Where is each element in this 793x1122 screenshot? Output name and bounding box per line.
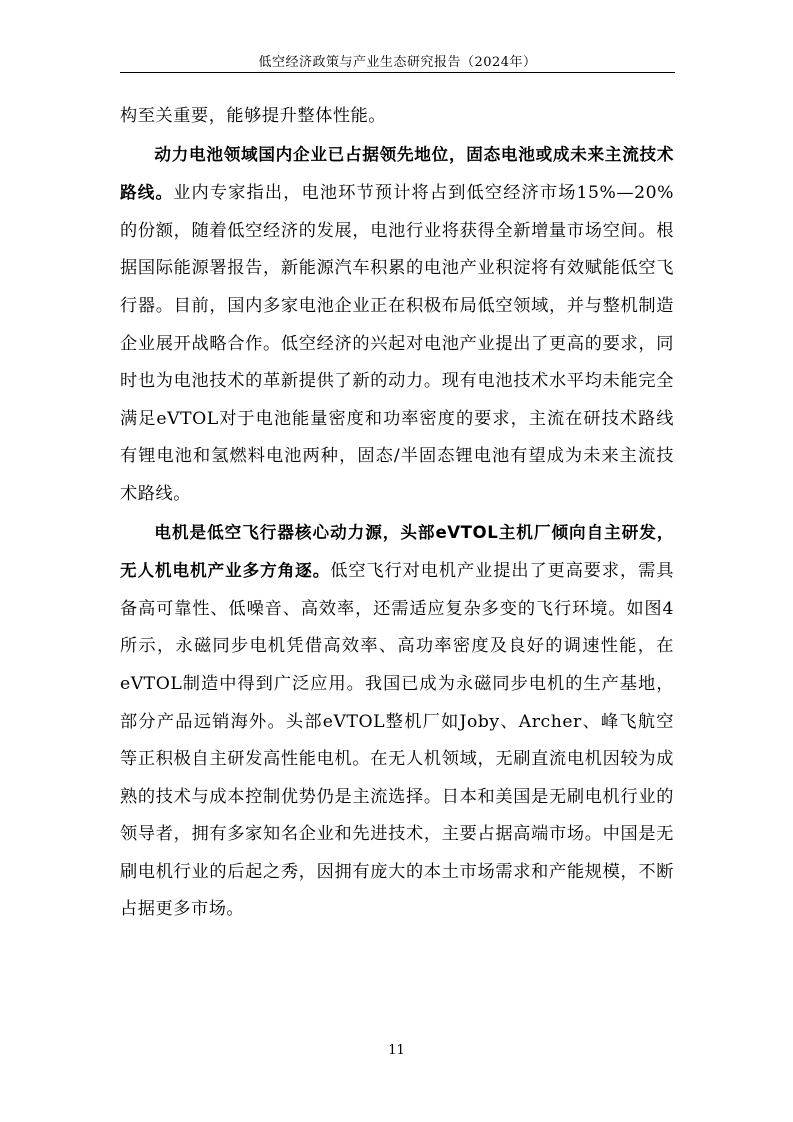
paragraph-motor (120, 514, 674, 930)
header-rule (120, 72, 675, 73)
paragraph-battery (120, 136, 674, 514)
paragraph-text: 构至关重要，能够提升整体性能。 (120, 106, 387, 126)
paragraph-text: 低空飞行对电机产业提出了更高要求，需具备高可靠性、低噪音、高效率，还需适应复杂多变的飞行环境。如图4所示，永磁同步电机凭借高效率、高功率密度及良好的调速性能，在eVTOL制造中得到广泛应用。我国已成为永磁同步电机的生产基地，部分产品远销海外。头部eVTOL整机厂如Joby、Archer、峰飞航空等正积极自主研发高性能电机。在无人机领域，无刷直流电机因较为成熟的技术与成本控制优势仍是主流选择。日本和美国是无刷电机行业的领导者，拥有多家知名企业和先进技术，主要占据高端市场。中国是无刷电机行业的后起之秀，因拥有庞大的本土市场需求和产能规模，不断占据更多市场。 (120, 561, 674, 920)
paragraph-continuation (120, 98, 674, 136)
paragraph-lead: 动力电池领域国内企业已占据领先地位，固态电池或成未来主流技术路线。 (120, 144, 674, 203)
paragraph-lead: 电机是低空飞行器核心动力源，头部eVTOL主机厂倾向自主研发，无人机电机产业多方角逐。 (120, 522, 674, 581)
body-text (120, 98, 674, 929)
paragraph-text: 业内专家指出，电池环节预计将占到低空经济市场15%—20%的份额，随着低空经济的发展，电池行业将获得全新增量市场空间。根据国际能源署报告，新能源汽车积累的电池产业积淀将有效赋能低空飞行器。目前，国内多家电池企业正在积极布局低空领域，并与整机制造企业展开战略合作。低空经济的兴起对电池产业提出了更高的要求，同时也为电池技术的革新提供了新的动力。现有电池技术水平均未能完全满足eVTOL对于电池能量密度和功率密度的要求，主流在研技术路线有锂电池和氢燃料电池两种，固态/半固态锂电池有望成为未来主流技术路线。 (120, 183, 674, 504)
page-number: 11 (388, 1043, 405, 1058)
running-header: 低空经济政策与产业生态研究报告（2024年） (258, 55, 537, 70)
